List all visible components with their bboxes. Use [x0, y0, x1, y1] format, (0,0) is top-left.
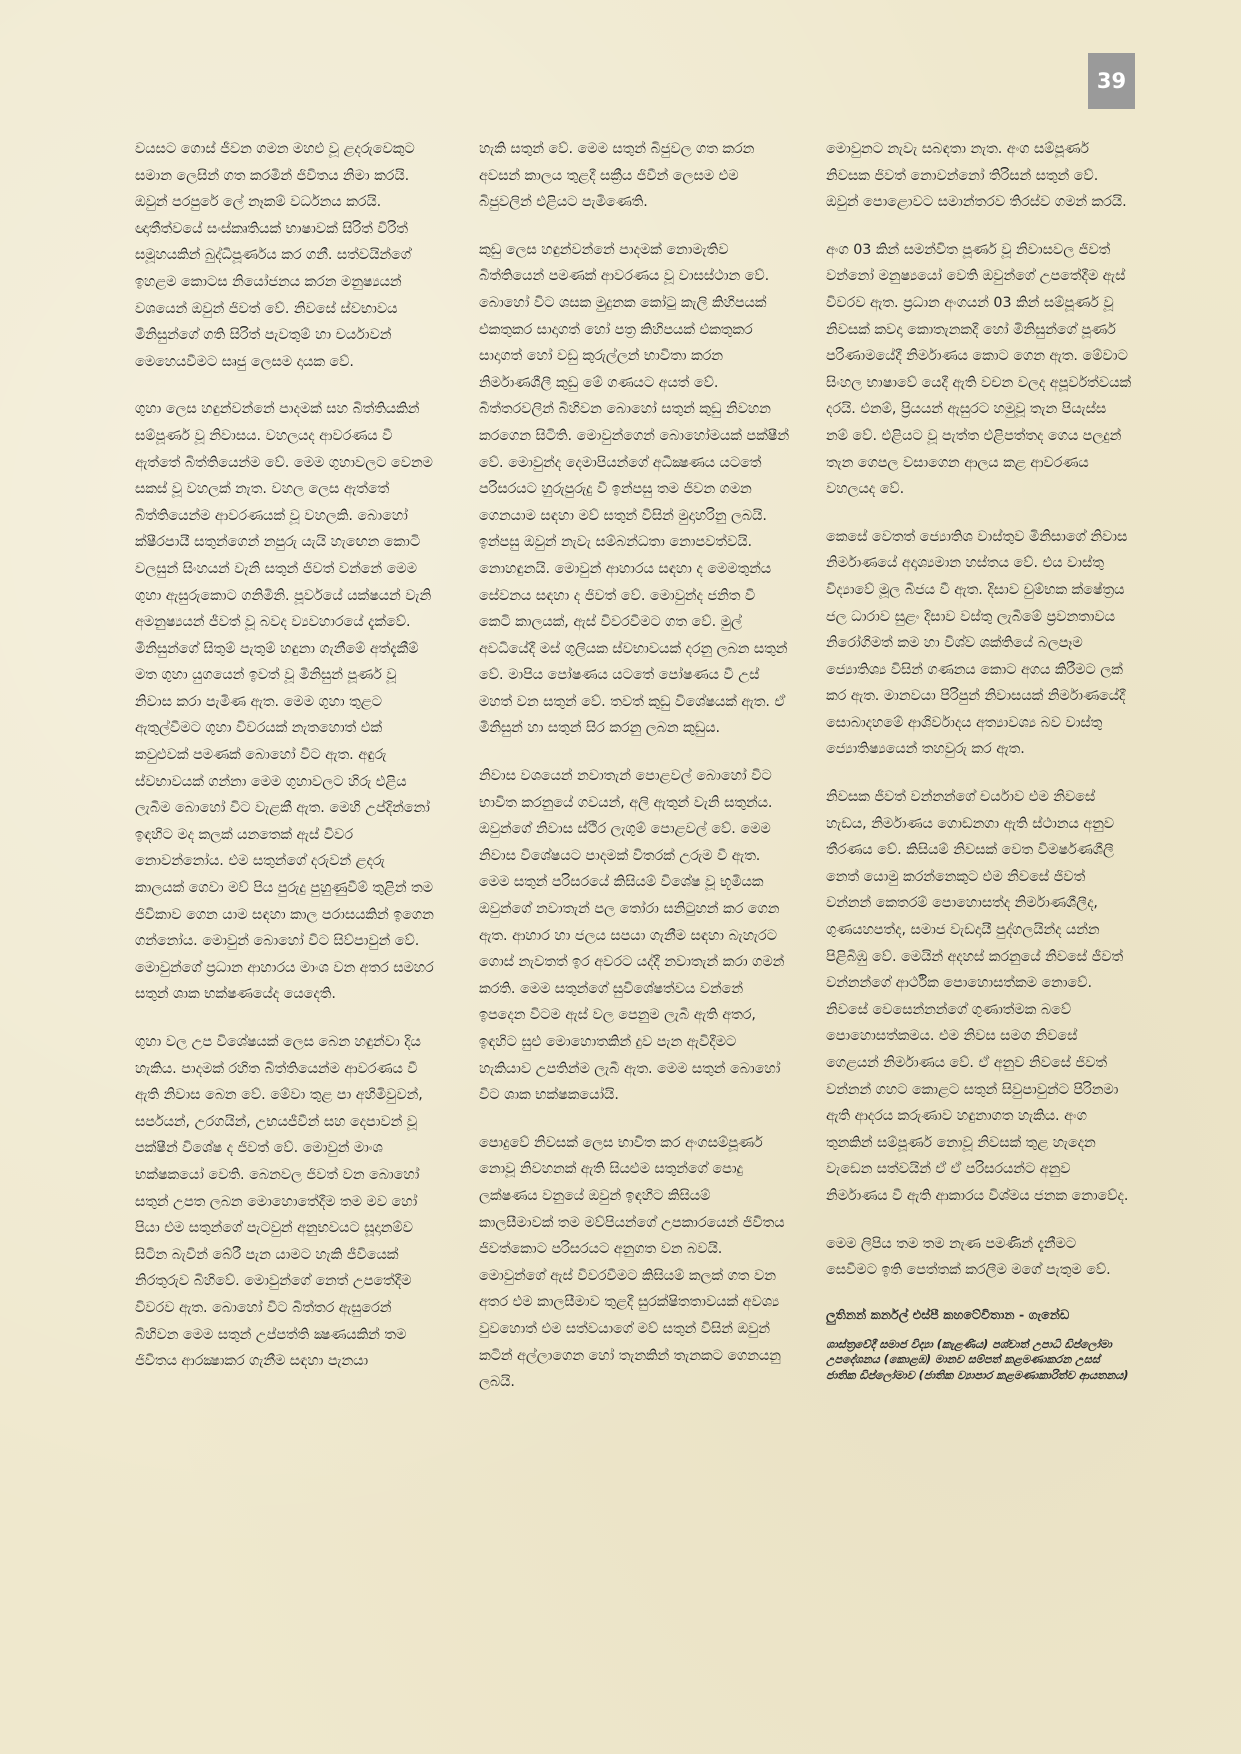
column-2	[479, 136, 789, 1417]
paragraph: මෙම ලිපිය තම තම නැණ පමණින් දැනීමට සෙවීමට ඉති පෙත්තක් කරලීම මගේ පැතුම වේ.	[826, 1235, 1111, 1279]
paragraph: ගුහා ලෙස හඳුන්වන්නේ පාදමක් සහ බිත්තියකින් සම්පූර්ණ වූ නිවාසය. වහලයද ආවරණය වී ඇත්තේ බිත්තියෙන්ම වේ. මෙම ගුහාවලට වෙනම සකස් වූ වහලක් නැත. වහල ලෙස ඇත්තේ බිත්තියෙන්ම ආවරණයක් වූ වහලකි. බොහෝ ක්ෂීරපායී සතුන්ගෙන් නපුරු යැයි හැඟෙන කොටි වලසුන් සිංහයන් වැනි සතුන් ජිවත් වන්නේ මෙම ගුහා ඇසුරුකොට ගනිමිනි. පූර්වයේ යක්ෂයන් වැනි අමනුෂ්‍යයන් ජීවත් වූ බවද ව්‍යවහාරයේ දැක්වේ. මිනිසුන්ගේ සිතුම් පැතුම් හඳුනා ගැනීමේ අත්දැකීම් මත ගුහා යුගයෙන් ඉවත් වූ මිනිසුන් පූර්ණ වූ නිවාස කරා පැමිණ ඇත. මෙම ගුහා තුළට ඇතුල්වීමට ගුහා විවරයක් නැතහොත් එක් කවුළුවක් පමණක් බොහෝ විට ඇත. අඳුරු ස්වභාවයක් ගන්නා මෙම ගුහාවලට හිරු එළිය ලැබීම බොහෝ විට වැළකී ඇත. මෙහි උප්දින්නෝ ඉඳහිට මද කලක් යනතෙක් ඇස් විවර නොවන්නෝය. එම සතුන්ගේ දරුවන් ළදරු කාලයක් ගෙවා මව් පිය පුරුදු පුහුණුවීම් තුළින් තම ජිවිකාව ගෙන යාම සඳහා කාල පරාසයකින් ඉගෙන ගන්නෝය. මොවුන් බොහෝ විට සිව්පාවුන් වේ. මොවුන්ගේ ප්‍රධාන ආහාරය මාංශ වන අතර සමහර සතුන් ශාක භක්ෂණයේද යෙදෙති.	[135, 401, 434, 1003]
paragraph: වයසට ගොස් ජීවන ගමන මහළු වූ ළදරුවෙකුට සමාන ලෙසින් ගත කරමින් ජිවිතය නිමා කරයි. ඔවුන් පරපුරේ ලේ නෑකම් වර්ධනය කරයි. ඥාතීත්වයේ සංස්කෘතියක් භාෂාවක් සිරිත් විරිත් සමූහයකින් බුද්ධිපූර්ණය කර ගනී. සත්වයින්ගේ ඉහළම කොටස නියෝජනය කරන මනුෂ්‍යයන් වශයෙන් ඔවුන් ජිවත් වේ. නිවසේ ස්වභාවය මිනිසුන්ගේ ගති සිරිත් පැවතුම් හා චර්යාවන් මෙහෙයවීමට සෘජු ලෙසම දායක වේ.	[135, 141, 415, 370]
paragraph: ගුහා වල උප විශේෂයක් ලෙස බෙන හඳුන්වා දිය හැකිය. පාදමක් රහිත බිත්තියෙන්ම ආවරණය වී ඇති නිවාස බෙන වේ. මේවා තුළ පා අහිමිවුවන්, සර්පයන්, උරගයින්, උභයජීවීන් සහ දෙපාවන් වූ පක්ෂීන් විශේෂ ද ජිවත් වේ. මොවුන් මාංශ භක්ෂකයෝ වෙති. බෙනවල ජිවත් වන බොහෝ සතුන් උපත ලබන මොහොතේදීම තම මව හෝ පියා එම සතුන්ගේ පැටවුන් අනුභවයට සූදානම්ව සිටින බැවින් බේරී පැන යාමට හැකි ජීවියෙක් නිරතුරුව බිහිවේ. මොවුන්ගේ නෙත් උපතේදීම විවරව ඇත. බොහෝ විට බිත්තර ඇසුරෙන් බිහිවන මෙම සතුන් උප්පත්ති ක්‍ෂණයකින් තම ජිවිතය ආරක්‍ෂාකර ගැනීම සඳහා පැනයා	[135, 1034, 423, 1370]
paragraph: අංග 03 කින් සමන්විත පූර්ණ වූ නිවාසවල ජිවත් වන්නෝ මනුෂ්‍යයෝ වෙති ඔවුන්ගේ උපතේදීම ඇස් විවරව ඇත. ප්‍රධාන අංගයන් 03 කින් සම්පූර්ණ වූ නිවසක් කවදා කොතැනකදී හෝ මිනිසුන්ගේ පූර්ණ පරිණාමයේදී නිර්මාණය කොට ගෙන ඇත. මේවාට සිංහල භාෂාවේ යෙදී ඇති වචන වලද අපූර්වත්වයක් දරයි. එනම්, ප්‍රියයන් ඇසුරට හමුවූ තැන පියැස්ස නම් වේ. එළියට වූ පැත්ත එළිපත්තද ගෙය පලදුන් තැන ගෙපල වසාගෙන ආලය කළ ආවරණය වහලයද වේ.	[826, 241, 1131, 498]
author-affiliation: ශාස්ත්‍රවේදී සමාජ විද්‍යා (කැළණිය) පශ්චාත් උපාධි ඩිප්ලෝමා උපදේශනය (කොළඹ) මානව සම්පත් කළමණාකරන උසස් ජාතික ඩිප්ලෝමාව (ජාතික ව්‍යාපාර කළමණාකාරිත්ව ආයතනය)	[826, 1337, 1129, 1382]
paragraph: මොවුනට නැවැ සබඳතා නැත. අංග සම්පූර්ණ නිවසක ජිවත් නොවන්නෝ තිරිසන් සතුන් වේ. ඔවුන් පොළොවට සමාන්තරව තිරස්ව ගමන් කරයි.	[826, 141, 1127, 211]
paragraph: නිවාස වශයෙන් නවාතැන් පොළවල් බොහෝ විට භාවිත කරනුයේ ගවයන්, අලි ඇතුන් වැනි සතුන්ය. ඔවුන්ගේ නිවාස ස්ථිර ලැගුම් පොළවල් වේ. මෙම නිවාස විශේෂයට පාදමක් විතරක් උරුම වී ඇත. මෙම සතුන් පරිසරයේ කිසියම් විශේෂ වූ භූමියක ඔවුන්ගේ නවාතැන් පල තෝරා සනිටුහන් කර ගෙන ඇත. ආහාර හා ජලය සපයා ගැනීම සඳහා බැහැරට ගොස් නැවතත් ඉර අවරට යද්දී නවාතැන් කරා ගමන් කරති. මෙම සතුන්ගේ සුවිශේෂත්වය වන්නේ ඉපදෙන විටම ඇස් වල පෙනුම ලැබී ඇති අතර, ඉඳහිට සුළු මොහොතකින් දුව පැන ඇවිදීමට හැකියාව උපතින්ම ලැබී ඇත. මෙම සතුන් බොහෝ විට ශාක භක්ෂකයෝයි.	[479, 768, 785, 1104]
paragraph: කෙසේ වෙතත් ජ්‍යොතිශ වාස්තුව මිනිසාගේ නිවාස නිර්මාණයේ අදෘශ්‍යමාන හස්තය වේ. එය වාස්තු විද්‍යාවේ මූල බීජය වී ඇත. දිසාව චුම්භක ක්ෂේත්‍රය ජල ධාරාව සුළං දිසාව වස්තු ලැබීමේ ප්‍රවනතාවය නිරෝගිමත් කම හා විශ්ව ශක්තියේ බලපෑම ජ්‍යොතිශ්‍ය විසින් ගණනය කොට අගය කිරීමට ලක් කර ඇත. මානවයා පිරිපුන් නිවාසයක් නිර්මාණයේදී සොබාදහමේ ආශිර්වාදය අත්‍යාවශ්‍ය බව වාස්තු ජ්‍යොතිෂ්‍යයෙන් තහවුරු කර ඇත.	[826, 528, 1128, 758]
author-byline: ලුතිනන් කර්නල් එස්පී කහටේවිතාන - ගැනේඩ	[826, 1306, 1070, 1322]
paragraph: පොදුවේ නිවසක් ලෙස භාවිත කර අංගසම්පූර්ණ නොවූ නිවහනක් ඇති සියළුම සතුන්ගේ පොදු ලක්ෂණය වනුයේ ඔවුන් ඉඳහිට කිසියම් කාලසීමාවක් තම මව්පියන්ගේ උපකාරයෙන් ජිවිතය ජිවත්කොට පරිසරයට අනුගත වන බවයි. මොවුන්ගේ ඇස් විවරවීමට කිසියම් කලක් ගත වන අතර එම කාලසීමාව තුළදී සුරක්ෂිතතාවයක් අවශ්‍ය වුවහොත් එම සත්වයාගේ මව් සතුන් විසින් ඔවුන් කටින් අල්ලාගෙන හෝ තැනකින් තැනකට ගෙනයනු ලබයි.	[479, 1134, 785, 1391]
column-3	[826, 136, 1131, 1383]
page-number-badge: 39	[1088, 53, 1135, 109]
column-1	[135, 136, 435, 1396]
paragraph: නිවසක ජීවත් වන්නන්ගේ චර්යාව එම නිවසේ හැඩය, නිර්මාණය ගොඩනගා ඇති ස්ථානය අනුව තීරණය වේ. කිසියම් නිවසක් වෙත විමර්ෂණශීලී නෙත් යොමු කරන්නෙකුට එම නිවසේ ජිවත් වන්නන් කෙතරම් පොහොසත්ද නිර්මාණශීලීද, ගුණයහපත්ද, සමාජ වැඩදායී පුද්ගලයින්ද යන්න පිළිබිඹු වේ. මෙයින් අදහස් කරනුයේ නිවසේ ජීවත් වන්නන්ගේ ආර්ථික පොහොසත්කම නොවේ. නිවසේ වෙසෙන්නන්ගේ ගුණාත්මක බවේ පොහොසත්කමය. එම නිවස සමග නිවසේ ගෙළයන් නිර්මාණය වේ. ඒ අනුව නිවසේ ජිවත් වන්නන් ගහට කොළට සතුන් සිවුපාවුන්ට පිරිනමා ඇති ආදරය කරුණාව හඳුනාගත හැකිය. අංග තුනකින් සම්පූර්ණ නොවූ නිවසක් තුළ හැදෙන වැඩෙන සත්වයින් ඒ ඒ පරිසරයන්ට අනුව නිර්මාණය වී ඇති ආකාරය විශ්මය ජනක නොවේද.	[826, 789, 1129, 1204]
paragraph: කුඩු ලෙස හඳුන්වන්නේ පාදමක් නොමැතිව බිත්තියෙන් පමණක් ආවරණය වූ වාසස්ථාන වේ. බොහෝ විට ශසක මුදුනක කෝටු කැලි කිහිපයක් එකතුකර සාදාගත් හෝ පත්‍ර කිහිපයක් එකතුකර සාදාගත් හෝ වඩු කුරුල්ලන් භාවිතා කරන නිර්මාණශීලී කුඩු මේ ගණයට අයත් වේ. බිත්තරවලින් බිහිවන බොහෝ සතුන් කුඩු නිවහන කරගෙන සිටිති. මොවුන්ගෙන් බොහෝමයක් පක්ෂීන් වේ. මොවුන්ද දෙමාපියන්ගේ අධීක්‍ෂණය යටතේ පරිසරයට හුරුපුරුදු වී ඉන්පසු තම ජිවන ගමන ගෙනයාම සඳහා මව් සතුන් විසින් මුදාහරිනු ලබයි. ඉන්පසු ඔවුන් නැවැ සම්බන්ධතා නොපවත්වයි. නොහඳුනයි. මොවුන් ආහාරය සඳහා ද මෙමතුන්ය සේවනය සඳහා ද ජිවත් වේ. මොවුන්ද ජනිත වී කෙටි කාලයක්, ඇස් විවරවීමට ගත වේ. මුල් අවධියේදී මස් ගුලියක ස්වභාවයක් දරනු ලබන සතුන් වේ. මාපිය පෝෂණය යටතේ පෝෂණය වී උස් මහත් වන සතුන් වේ. තවත් කුඩු විශේෂයක් ඇත. ඒ මිනිසුන් හා සතුන් සිර කරනු ලබන කුඩුය.	[479, 241, 789, 737]
paragraph: හැකි සතුන් වේ. මෙම සතුන් බිජුවල ගත කරන අවසන් කාලය තුළදී සක්‍රීය ජිවීන් ලෙසම එම බිජුවලින් එළියට පැමිණෙති.	[479, 141, 755, 211]
